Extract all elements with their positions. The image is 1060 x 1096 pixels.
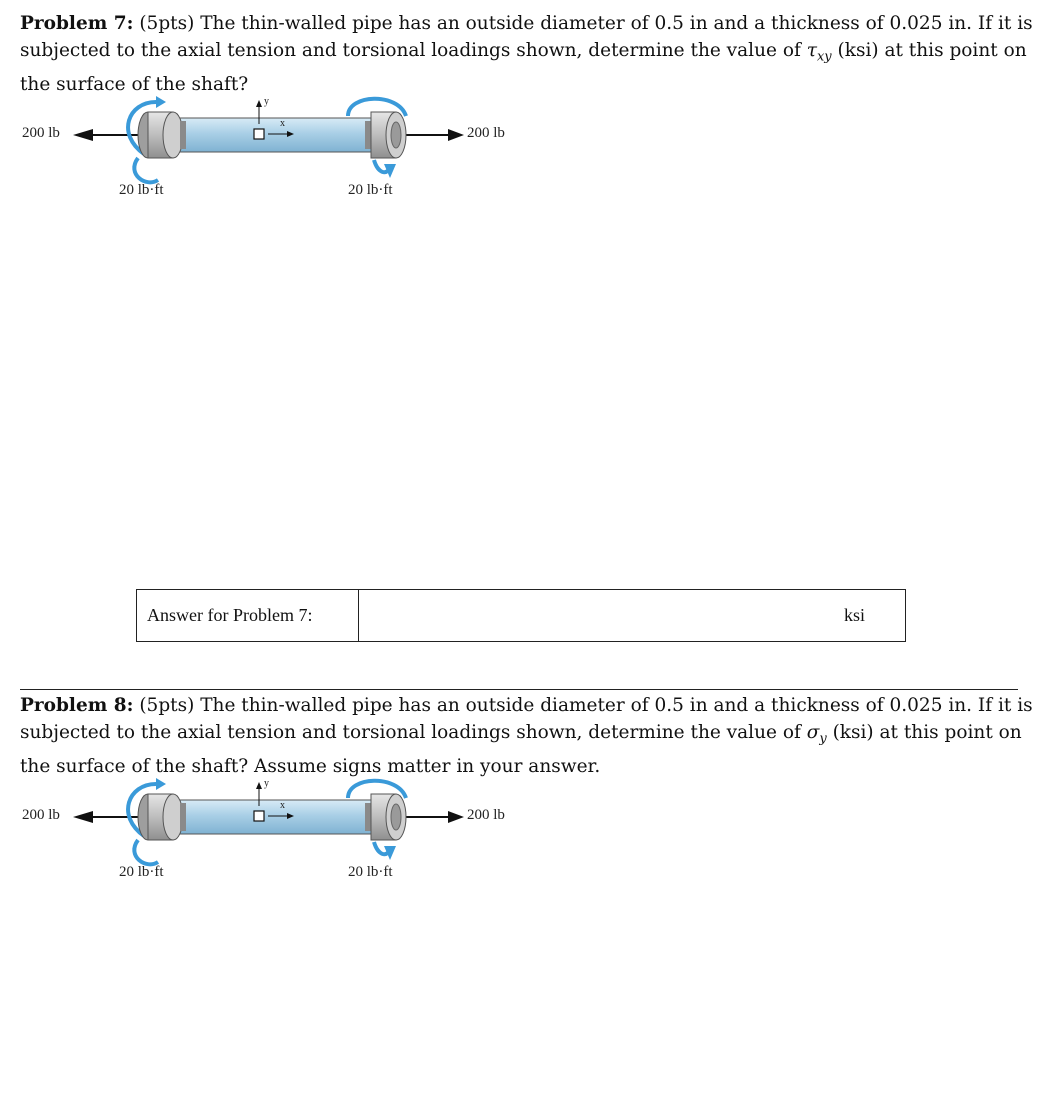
right-force-arrowhead (448, 129, 464, 141)
problem-8-symbol-main: σ (806, 722, 820, 743)
right-torque-label: 20 lb·ft (348, 182, 393, 198)
stress-element (254, 129, 264, 139)
y-axis-label: y (264, 96, 269, 107)
problem-7-text-after: (ksi) at this point on the surface of the shaft? (20, 40, 1027, 95)
problem-8-statement (20, 692, 1040, 780)
problem-7-symbol-main: τ (806, 40, 817, 61)
answer-label: Answer for Problem 7: (137, 590, 359, 641)
pipe-body (168, 118, 383, 152)
answer-units: ksi (843, 605, 865, 625)
right-force-label: 200 lb (467, 125, 505, 141)
left-force-arrowhead (73, 811, 93, 823)
x-axis-label: x (280, 800, 285, 811)
problem-8-figure (18, 776, 522, 888)
left-force-arrowhead (73, 129, 93, 141)
problem-8-symbol-sub: y (819, 731, 827, 747)
problem-7-symbol (806, 40, 832, 65)
left-force-label: 200 lb (22, 807, 60, 823)
answer-cell (359, 590, 905, 641)
problem-7-figure (18, 94, 522, 206)
problem-8-heading: Problem 8: (20, 695, 134, 716)
x-axis-label: x (280, 118, 285, 129)
problem-7-text-before: (5pts) The thin-walled pipe has an outside diameter of 0.5 in and a thickness of 0.025 in. If it is subjected to the axial tension and torsional loadings shown, determine the value of (20, 13, 1033, 61)
problem-8-text-after: (ksi) at this point on the surface of the shaft? Assume signs matter in your answer. (20, 722, 1022, 777)
right-force-arrowhead (448, 811, 464, 823)
right-torque-label: 20 lb·ft (348, 864, 393, 880)
problem-8-text-before: (5pts) The thin-walled pipe has an outside diameter of 0.5 in and a thickness of 0.025 in. If it is subjected to the axial tension and torsional loadings shown, determine the value of (20, 695, 1033, 743)
answer-input[interactable] (359, 590, 905, 641)
pipe-diagram (18, 776, 522, 888)
right-force-label: 200 lb (467, 807, 505, 823)
answer-box-problem-7 (136, 589, 906, 642)
left-torque-label: 20 lb·ft (119, 864, 164, 880)
stress-element (254, 811, 264, 821)
problem-7-heading: Problem 7: (20, 13, 134, 34)
pipe-diagram (18, 94, 522, 206)
problem-7-statement (20, 10, 1040, 98)
problem-8-symbol (806, 722, 827, 747)
problem-7-symbol-sub: xy (816, 49, 832, 65)
pipe-body (168, 800, 383, 834)
y-axis-label: y (264, 778, 269, 789)
left-force-label: 200 lb (22, 125, 60, 141)
left-torque-label: 20 lb·ft (119, 182, 164, 198)
section-divider (20, 689, 1018, 690)
